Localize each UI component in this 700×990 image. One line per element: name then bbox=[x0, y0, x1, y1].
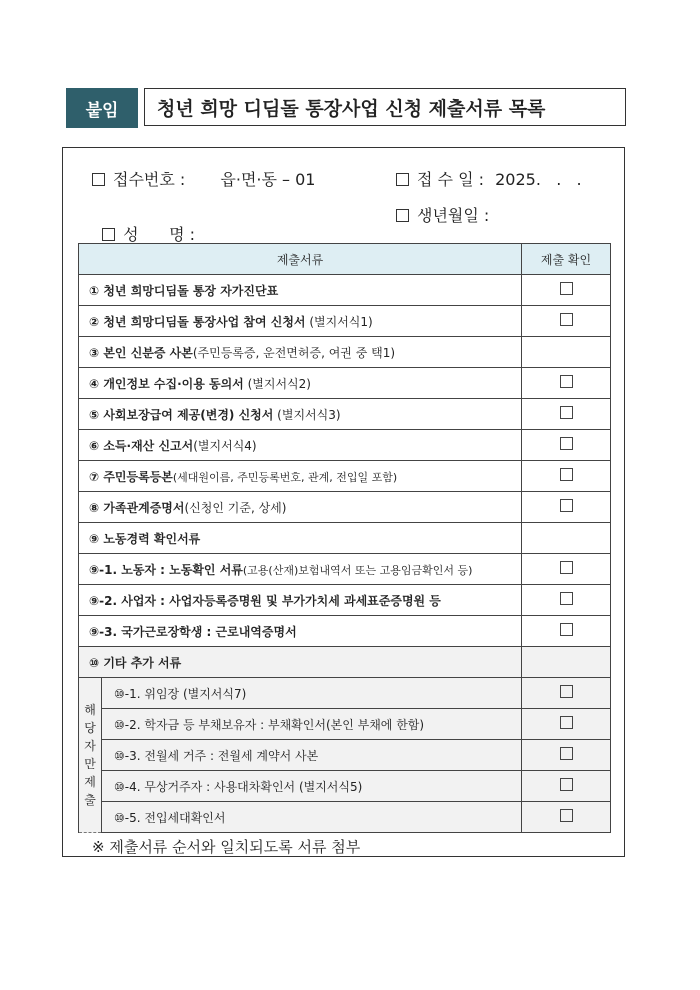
document-item: ② 청년 희망디딤돌 통장사업 참여 신청서 (별지서식1) bbox=[79, 306, 522, 337]
extra-document-item: ⑩-3. 전월세 거주 : 전월세 계약서 사본 bbox=[102, 740, 522, 771]
table-row bbox=[79, 554, 611, 585]
birthdate-field bbox=[396, 203, 489, 226]
table-row bbox=[79, 802, 611, 833]
document-item: ⑨-3. 국가근로장학생 : 근로내역증명서 bbox=[79, 616, 522, 647]
checkbox-icon[interactable] bbox=[560, 778, 573, 791]
receipt-date-label: 접 수 일 : bbox=[417, 170, 485, 189]
conditional-label bbox=[79, 678, 102, 833]
checkbox-icon[interactable] bbox=[396, 209, 409, 222]
checkbox-icon[interactable] bbox=[560, 437, 573, 450]
table-row bbox=[79, 616, 611, 647]
checkbox-icon[interactable] bbox=[560, 406, 573, 419]
birthdate-label: 생년월일 : bbox=[417, 206, 490, 225]
checkbox-icon[interactable] bbox=[560, 592, 573, 605]
conditional-label-text: 해 당 자 만 제 출 bbox=[84, 703, 96, 807]
document-item: ⑥ 소득·재산 신고서(별지서식4) bbox=[79, 430, 522, 461]
documents-table bbox=[78, 243, 611, 833]
attachment-note: ※ 제출서류 순서와 일치되도록 서류 첨부 bbox=[92, 838, 361, 856]
checkbox-icon[interactable] bbox=[560, 282, 573, 295]
receipt-number-value: 읍·면·동 – 01 bbox=[220, 170, 316, 189]
checkbox-icon[interactable] bbox=[560, 747, 573, 760]
document-item: ⑩ 기타 추가 서류 bbox=[79, 647, 522, 678]
table-row bbox=[79, 337, 611, 368]
checkbox-icon[interactable] bbox=[92, 173, 105, 186]
extra-document-item: ⑩-5. 전입세대확인서 bbox=[102, 802, 522, 833]
checkbox-icon[interactable] bbox=[560, 468, 573, 481]
document-item: ⑦ 주민등록등본(세대원이름, 주민등록번호, 관계, 전입일 포함) bbox=[79, 461, 522, 492]
header bbox=[66, 88, 628, 128]
checkbox-icon[interactable] bbox=[560, 313, 573, 326]
checkbox-icon[interactable] bbox=[560, 499, 573, 512]
checkbox-icon[interactable] bbox=[102, 228, 115, 241]
table-row bbox=[79, 771, 611, 802]
table-row bbox=[79, 368, 611, 399]
table-row bbox=[79, 647, 611, 678]
checkbox-icon[interactable] bbox=[560, 561, 573, 574]
document-item: ① 청년 희망디딤돌 통장 자가진단표 bbox=[79, 275, 522, 306]
document-item: ⑤ 사회보장급여 제공(변경) 신청서 (별지서식3) bbox=[79, 399, 522, 430]
checkbox-icon[interactable] bbox=[560, 623, 573, 636]
documents-column-header: 제출서류 bbox=[79, 244, 522, 275]
table-row bbox=[79, 492, 611, 523]
receipt-date-value: 2025. . . bbox=[495, 170, 582, 189]
document-item: ③ 본인 신분증 사본(주민등록증, 운전면허증, 여권 중 택1) bbox=[79, 337, 522, 368]
table-row bbox=[79, 461, 611, 492]
checkbox-icon[interactable] bbox=[560, 375, 573, 388]
attachment-badge: 붙임 bbox=[66, 88, 138, 128]
document-title: 청년 희망 디딤돌 통장사업 신청 제출서류 목록 bbox=[144, 88, 626, 126]
table-row bbox=[79, 306, 611, 337]
extra-document-item: ⑩-1. 위임장 (별지서식7) bbox=[102, 678, 522, 709]
extra-document-item: ⑩-4. 무상거주자 : 사용대차확인서 (별지서식5) bbox=[102, 771, 522, 802]
name-label: 성 명 : bbox=[123, 225, 196, 244]
check-column-header: 제출 확인 bbox=[522, 244, 611, 275]
checkbox-icon[interactable] bbox=[560, 685, 573, 698]
table-row bbox=[79, 399, 611, 430]
receipt-date-field bbox=[396, 167, 582, 190]
checkbox-icon[interactable] bbox=[560, 809, 573, 822]
name-field bbox=[92, 203, 195, 245]
checkbox-icon[interactable] bbox=[560, 716, 573, 729]
receipt-number-label: 접수번호 : bbox=[113, 170, 186, 189]
table-row bbox=[79, 585, 611, 616]
table-row bbox=[79, 740, 611, 771]
checkbox-icon[interactable] bbox=[396, 173, 409, 186]
document-item: ④ 개인정보 수집·이용 동의서 (별지서식2) bbox=[79, 368, 522, 399]
table-row bbox=[79, 430, 611, 461]
document-item: ⑧ 가족관계증명서(신청인 기준, 상세) bbox=[79, 492, 522, 523]
table-row bbox=[79, 678, 611, 709]
document-item: ⑨-1. 노동자 : 노동확인 서류(고용(산재)보험내역서 또는 고용임금확인서 등) bbox=[79, 554, 522, 585]
document-item: ⑨-2. 사업자 : 사업자등록증명원 및 부가가치세 과세표준증명원 등 bbox=[79, 585, 522, 616]
table-row bbox=[79, 523, 611, 554]
extra-document-item: ⑩-2. 학자금 등 부채보유자 : 부채확인서(본인 부채에 한함) bbox=[102, 709, 522, 740]
document-item: ⑨ 노동경력 확인서류 bbox=[79, 523, 522, 554]
receipt-number-field bbox=[92, 167, 315, 190]
table-row bbox=[79, 709, 611, 740]
table-row bbox=[79, 275, 611, 306]
